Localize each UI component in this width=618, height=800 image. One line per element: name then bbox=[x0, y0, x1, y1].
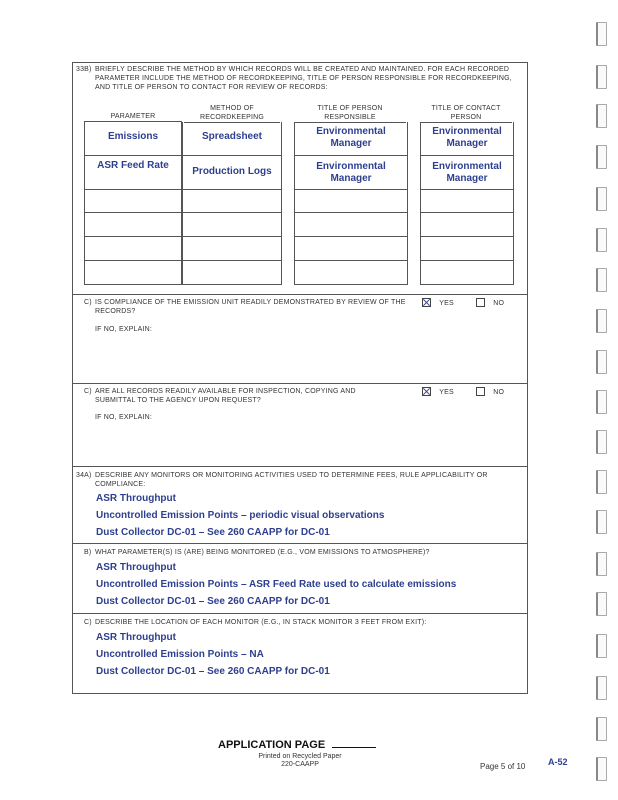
binder-tab bbox=[596, 757, 607, 781]
table-row-line bbox=[182, 212, 282, 213]
q34c-text: DESCRIBE THE LOCATION OF EACH MONITOR (E.G., IN STACK MONITOR 3 FEET FROM EXIT): bbox=[95, 619, 427, 626]
binder-tab bbox=[596, 717, 607, 741]
compliance-yes-label: YES bbox=[439, 300, 454, 307]
compliance-no-label: NO bbox=[493, 300, 505, 307]
row2-method: Production Logs bbox=[192, 166, 272, 177]
table-row-line bbox=[182, 284, 282, 285]
section-divider bbox=[72, 613, 528, 614]
table-row-line bbox=[420, 155, 514, 156]
table-row-line bbox=[84, 236, 182, 237]
row2-parameter: ASR Feed Rate bbox=[97, 160, 169, 171]
q34b-text: WHAT PARAMETER(S) IS (ARE) BEING MONITORED (E.G., VOM EMISSIONS TO ATMOSPHERE)? bbox=[95, 549, 430, 556]
binder-tab bbox=[596, 145, 607, 169]
table-row-line bbox=[294, 236, 408, 237]
binder-tab bbox=[596, 430, 607, 454]
row2-contact: Environmental Manager bbox=[432, 161, 502, 184]
q34a-answer-2: Uncontrolled Emission Points – periodic visual observations bbox=[96, 510, 385, 521]
section-divider bbox=[72, 466, 528, 467]
binder-tab bbox=[596, 104, 607, 128]
binder-tab bbox=[596, 470, 607, 494]
q33b-text: BRIEFLY DESCRIBE THE METHOD BY WHICH RECORDS WILL BE CREATED AND MAINTAINED. FOR EACH RECORDED PARAMETER INCLUDE THE METHOD OF RECORDKEEPING, TITLE OF PERSON RESPONSIBLE FOR RECORDKEEPING, AND TITLE OF PERSON TO CONTACT FOR REVIEW OF RECORDS: bbox=[95, 66, 512, 91]
binder-tab bbox=[596, 22, 607, 46]
table-row-line bbox=[420, 260, 514, 261]
footer-recycled: Printed on Recycled Paper bbox=[258, 753, 342, 760]
binder-tab bbox=[596, 390, 607, 414]
row1-contact: Environmental Manager bbox=[432, 126, 502, 149]
q33b-number: 33B) bbox=[76, 66, 92, 73]
availability-text: ARE ALL RECORDS READILY AVAILABLE FOR INSPECTION, COPYING AND SUBMITTAL TO THE AGENCY UPON REQUEST? bbox=[95, 388, 356, 404]
q34c-number: C) bbox=[84, 619, 92, 626]
binder-tab bbox=[596, 634, 607, 658]
table-row-line bbox=[84, 189, 182, 190]
header-responsible: TITLE OF PERSON RESPONSIBLE bbox=[294, 104, 406, 123]
header-contact: TITLE OF CONTACT PERSON bbox=[420, 104, 512, 123]
binder-tab bbox=[596, 676, 607, 700]
header-method: METHOD OF RECORDKEEPING bbox=[184, 104, 280, 123]
section-divider bbox=[72, 294, 528, 295]
row2-responsible: Environmental Manager bbox=[316, 161, 386, 184]
footer-page-number: Page 5 of 10 bbox=[480, 762, 526, 771]
table-row-line bbox=[420, 189, 514, 190]
q34a-answer-3: Dust Collector DC-01 – See 260 CAAPP for DC-01 bbox=[96, 527, 330, 538]
q34b-answer-2: Uncontrolled Emission Points – ASR Feed Rate used to calculate emissions bbox=[96, 579, 457, 590]
binder-tab bbox=[596, 228, 607, 252]
availability-no-checkbox[interactable] bbox=[476, 387, 485, 396]
row1-responsible: Environmental Manager bbox=[316, 126, 386, 149]
compliance-no-option[interactable] bbox=[476, 298, 504, 308]
footer-form-code: 220-CAAPP bbox=[281, 761, 319, 768]
q34a-text: DESCRIBE ANY MONITORS OR MONITORING ACTIVITIES USED TO DETERMINE FEES, RULE APPLICABILITY OR COMPLIANCE: bbox=[95, 472, 488, 488]
availability-number: C) bbox=[84, 388, 92, 395]
section-divider bbox=[72, 543, 528, 544]
compliance-no-checkbox[interactable] bbox=[476, 298, 485, 307]
table-row-line bbox=[84, 155, 182, 156]
row1-parameter: Emissions bbox=[107, 131, 159, 142]
q34b-answer-3: Dust Collector DC-01 – See 260 CAAPP for DC-01 bbox=[96, 596, 330, 607]
compliance-text: IS COMPLIANCE OF THE EMISSION UNIT READILY DEMONSTRATED BY REVIEW OF THE RECORDS? bbox=[95, 299, 406, 315]
binder-tab bbox=[596, 350, 607, 374]
footer-title: APPLICATION PAGE bbox=[218, 739, 326, 751]
table-row-line bbox=[294, 155, 408, 156]
availability-explain-label: IF NO, EXPLAIN: bbox=[95, 414, 153, 421]
table-row-line bbox=[84, 284, 182, 285]
section-divider bbox=[72, 383, 528, 384]
q34b-answer-1: ASR Throughput bbox=[96, 562, 176, 573]
binder-tab bbox=[596, 268, 607, 292]
table-row-line bbox=[182, 155, 282, 156]
compliance-explain-label: IF NO, EXPLAIN: bbox=[95, 326, 153, 333]
table-row-line bbox=[420, 212, 514, 213]
q34a-number: 34A) bbox=[76, 472, 92, 479]
table-row-line bbox=[294, 212, 408, 213]
table-row-line bbox=[182, 189, 282, 190]
availability-yes-label: YES bbox=[439, 389, 454, 396]
table-row-line bbox=[294, 189, 408, 190]
footer-title-blank bbox=[332, 747, 376, 748]
binder-tab bbox=[596, 510, 607, 534]
availability-no-label: NO bbox=[493, 389, 505, 396]
header-parameter: PARAMETER bbox=[84, 112, 182, 122]
q34b-number: B) bbox=[84, 549, 92, 556]
table-row-line bbox=[182, 260, 282, 261]
compliance-yes-option[interactable] bbox=[422, 298, 454, 308]
table-row-line bbox=[294, 260, 408, 261]
availability-no-option[interactable] bbox=[476, 387, 504, 397]
table-row-line bbox=[420, 284, 514, 285]
table-row-line bbox=[84, 260, 182, 261]
availability-yes-option[interactable] bbox=[422, 387, 454, 397]
binder-tab bbox=[596, 187, 607, 211]
footer-title-block bbox=[218, 739, 376, 751]
q34c-answer-3: Dust Collector DC-01 – See 260 CAAPP for DC-01 bbox=[96, 666, 330, 677]
compliance-number: C) bbox=[84, 299, 92, 306]
table-row-line bbox=[84, 212, 182, 213]
availability-yes-checkbox[interactable] bbox=[422, 387, 431, 396]
binder-tab bbox=[596, 65, 607, 89]
q34a-answer-1: ASR Throughput bbox=[96, 493, 176, 504]
row1-method: Spreadsheet bbox=[201, 131, 263, 142]
q34c-answer-1: ASR Throughput bbox=[96, 632, 176, 643]
table-row-line bbox=[294, 284, 408, 285]
footer-page-id: A-52 bbox=[548, 757, 568, 767]
binder-tab bbox=[596, 309, 607, 333]
q34c-answer-2: Uncontrolled Emission Points – NA bbox=[96, 649, 264, 660]
table-row-line bbox=[420, 236, 514, 237]
table-row-line bbox=[182, 236, 282, 237]
binder-tab bbox=[596, 552, 607, 576]
binder-tab bbox=[596, 592, 607, 616]
compliance-yes-checkbox[interactable] bbox=[422, 298, 431, 307]
